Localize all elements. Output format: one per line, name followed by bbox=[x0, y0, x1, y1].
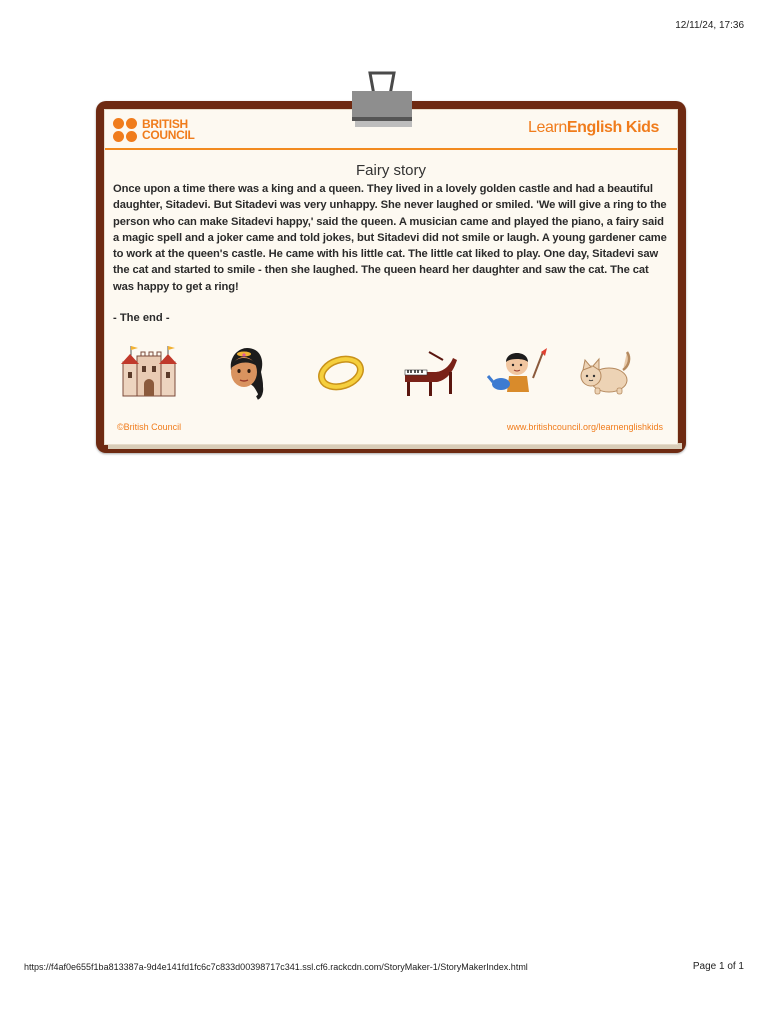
castle-icon bbox=[119, 342, 179, 402]
learnenglish-kids-logo: LearnEnglish Kids bbox=[527, 119, 659, 136]
story-board bbox=[96, 101, 686, 453]
story-text: Once upon a time there was a king and a queen. They lived in a lovely golden castle and had a beautiful daughter, Sitadevi. But Sitadevi was very unhappy. She never laughed or smiled. 'We will give a ring to the person who can make Sitadevi happy,' said the queen. A musician came and played the piano, a fairy said a magic spell and a joker came and told jokes, but Sitadevi did not smile or laugh. A young gardener came to work at the queen's castle. He came with his little cat. The little cat liked to play. One day, Sitadevi saw the cat and started to smile - then she laughed. The queen heard her daughter and saw the cat. The cat was happy to get a ring! bbox=[113, 183, 667, 293]
piano-icon bbox=[399, 342, 459, 402]
british-council-dots-icon bbox=[113, 118, 139, 142]
copyright-text: ©British Council bbox=[117, 422, 182, 432]
british-council-wordmark: BRITISH COUNCIL bbox=[142, 117, 195, 142]
gardener-icon bbox=[487, 342, 547, 402]
ring-icon bbox=[311, 342, 371, 402]
story-end: - The end - bbox=[113, 312, 170, 324]
website-link[interactable]: www.britishcouncil.org/learnenglishkids bbox=[506, 422, 663, 432]
cat-icon bbox=[577, 342, 637, 402]
story-pictures bbox=[105, 342, 677, 402]
princess-icon bbox=[215, 342, 275, 402]
print-timestamp: 12/11/24, 17:36 bbox=[675, 20, 744, 31]
binder-clip-icon bbox=[352, 69, 412, 127]
story-paper bbox=[104, 109, 678, 445]
print-page-number: Page 1 of 1 bbox=[692, 961, 744, 972]
british-council-logo bbox=[113, 118, 195, 142]
story-title: Fairy story bbox=[355, 162, 426, 179]
print-url: https://f4af0e655f1ba813387a-9d4e141fd1fc6c7c833d00398717c341.ssl.cf6.rackcdn.com/StoryMaker-1/StoryMakerIndex.html bbox=[24, 962, 528, 972]
